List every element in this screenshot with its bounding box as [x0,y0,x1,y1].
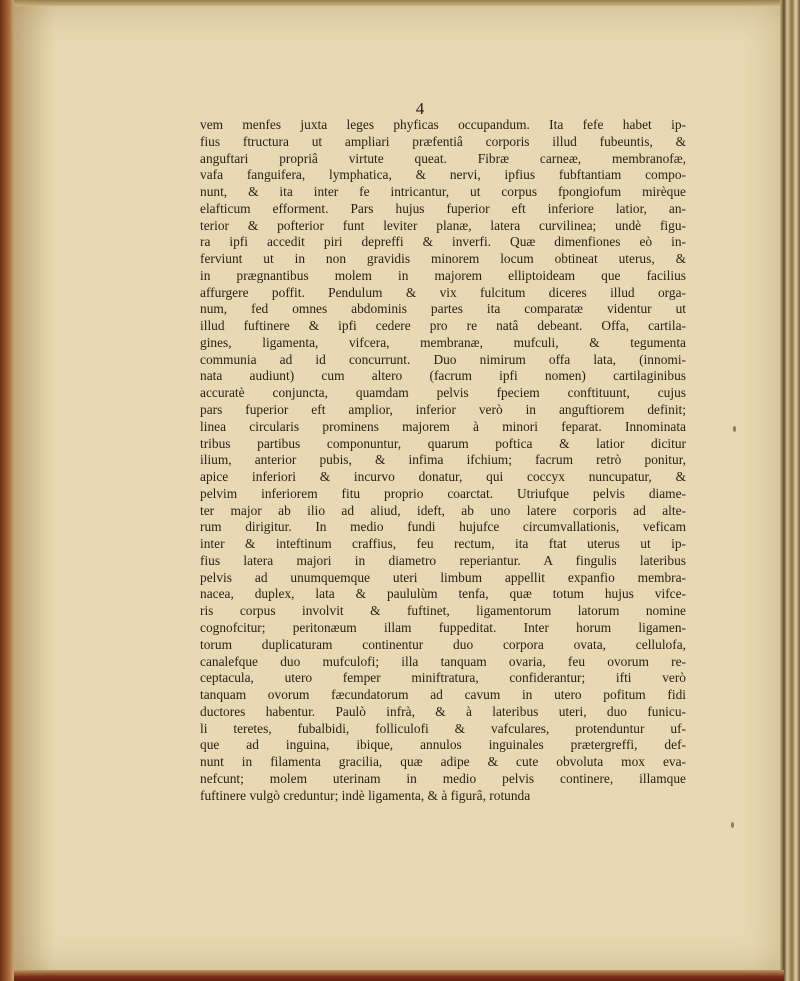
text-line: pars fuperior eft amplior, inferior verò in anguftiorem definit; [200,402,686,418]
text-line: in prægnantibus molem in majorem elliptoideam que facilius [200,267,686,283]
text-line: cognofcitur; peritonæum illam fuppeditat. Inter horum ligamen- [200,619,686,635]
text-line: ter major ab ilio ad aliud, ideft, ab uno latere corporis ad alte- [200,502,686,518]
text-line: anguftari propriâ virtute queat. Fibræ carneæ, membranofæ, [200,150,686,166]
ink-spot [733,426,736,432]
text-line: torum duplicaturam continentur duo corpora ovata, cellulofa, [200,636,686,652]
text-line: illud fuftinere & ipfi cedere pro re natâ debeant. Offa, cartila- [200,318,686,334]
text-line: ra ipfi accedit piri depreffi & inverfi. Quæ dimenfiones eò in- [200,234,686,250]
text-line: num, fed omnes abdominis partes ita comparatæ videntur ut [200,301,686,317]
book-spine-edge [0,0,14,981]
text-line: tribus partibus componuntur, quarum poftica & latior dicitur [200,435,686,451]
text-line: ferviunt ut in non gravidis minorem locum obtineat uterus, & [200,251,686,267]
text-line: fius latera majori in diametro reperiantur. A fingulis lateribus [200,552,686,568]
page-bottom-edge [14,970,784,981]
text-line: li teretes, fubalbidi, folliculofi & vafculares, protenduntur uf- [200,720,686,736]
text-line: elafticum efforment. Pars hujus fuperior eft inferiore latior, an- [200,200,686,216]
text-line: vafa fanguifera, lymphatica, & nervi, ipfius fubftantiam compo- [200,167,686,183]
text-line: ductores habentur. Paulò infrà, & à lateribus uteri, duo funicu- [200,703,686,719]
text-line: nunt in filamenta gracilia, quæ adipe & cute obvoluta mox eva- [200,754,686,770]
text-line: vem menfes juxta leges phyficas occupandum. Ita fefe habet ip- [200,117,686,132]
text-line: linea circularis prominens majorem à minori feparat. Innominata [200,418,686,434]
text-line: rum dirigitur. In medio fundi hujufce circumvallationis, veficam [200,519,686,535]
text-line: nacea, duplex, lata & paululùm tenfa, quæ totum hujus vifce- [200,586,686,602]
text-line: fius ftructura ut ampliari præfentiâ corporis illud fubeuntis, & [200,133,686,149]
text-line: apice inferiori & incurvo donatur, qui coccyx nuncupatur, & [200,469,686,485]
text-line: accuratè conjuncta, quamdam pelvis fpeciem conftituunt, cujus [200,385,686,401]
text-line: tanquam ovorum fæcundatorum ad cavum in utero pofitum fidi [200,687,686,703]
ink-spot [731,822,734,828]
text-line: pelvim inferiorem fitu proprio coarctat. Utriufque pelvis diame- [200,485,686,501]
text-line: affurgere poffit. Pendulum & vix fulcitum diceres illud orga- [200,284,686,300]
text-line: ilium, anterior pubis, & infima ifchium; facrum retrò ponitur, [200,452,686,468]
text-line: nata audiunt) cum altero (facrum ipfi nomen) cartilaginibus [200,368,686,384]
text-line: communia ad id concurrunt. Duo nimirum offa lata, (innomi- [200,351,686,367]
text-line: gines, ligamenta, vifcera, membranæ, mufculi, & tegumenta [200,334,686,350]
body-text [200,117,686,804]
text-line: fuftinere vulgò creduntur; indè ligamenta, & à figurâ, rotunda [200,787,531,803]
text-line: ris corpus involvit & fuftinet, ligamentorum latorum nomine [200,603,686,619]
text-line: canalefque duo mufculofi; illa tanquam ovaria, feu ovorum re- [200,653,686,669]
gutter-shadow [14,6,54,972]
page-number: 4 [415,99,425,118]
page-stack-edge [780,0,800,981]
text-line: que ad inguina, ibique, annulos inguinales prætergreffi, def- [200,737,686,753]
text-line: inter & inteftinum craffius, feu rectum, ita ftat uterus ut ip- [200,536,686,552]
text-line: nefcunt; molem uterinam in medio pelvis continere, illamque [200,770,686,786]
text-line: terior & pofterior funt leviter planæ, latera curvilinea; undè figu- [200,217,686,233]
text-line: ceptacula, utero femper miniftratura, confiderantur; ifti verò [200,670,686,686]
text-line: pelvis ad unumquemque uteri limbum appellit expanfio membra- [200,569,686,585]
text-line: nunt, & ita inter fe intricantur, ut corpus fpongiofum mirèque [200,184,686,200]
